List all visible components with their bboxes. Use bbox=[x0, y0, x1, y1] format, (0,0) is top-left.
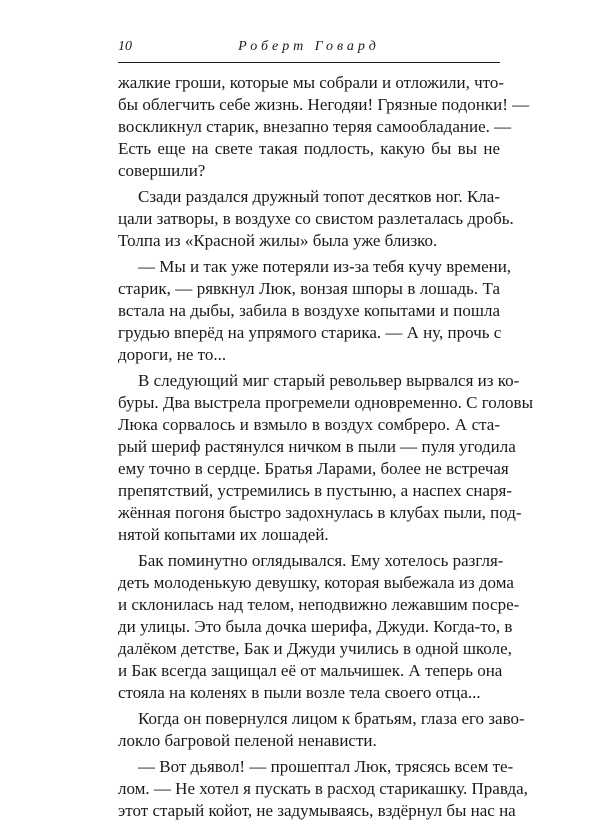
text-line: далёком детстве, Бак и Джуди учились в одной школе, bbox=[118, 639, 512, 658]
text-line: цали затворы, в воздухе со свистом разлеталась дробь. bbox=[118, 209, 514, 228]
text-line: В следующий миг старый револьвер вырвался из ко- bbox=[138, 371, 520, 390]
text-line: стояла на коленях в пыли возле тела своего отца... bbox=[118, 683, 481, 702]
text-line: рый шериф растянулся ничком в пыли — пуля угодила bbox=[118, 437, 516, 456]
text-line: ему точно в сердце. Братья Ларами, более не встречая bbox=[118, 459, 509, 478]
text-line: бы облегчить себе жизнь. Негодяи! Грязные подонки! — bbox=[118, 95, 530, 114]
paragraph bbox=[118, 72, 530, 182]
text-line: буры. Два выстрела прогремели одновременно. С головы bbox=[118, 393, 533, 412]
text-line: совершили? bbox=[118, 161, 206, 180]
paragraph bbox=[118, 256, 512, 366]
text-line: ди улицы. Это была дочка шерифа, Джуди. Когда-то, в bbox=[118, 617, 513, 636]
text-line: — Вот дьявол! — прошептал Люк, трясясь всем те- bbox=[138, 757, 514, 776]
running-header-author: Роберт Говард bbox=[238, 39, 380, 54]
text-line: дороги, не то... bbox=[118, 345, 227, 364]
text-line: воскликнул старик, внезапно теряя самообладание. — bbox=[118, 117, 512, 136]
text-line: Бак поминутно оглядывался. Ему хотелось разгля- bbox=[138, 551, 504, 570]
paragraph bbox=[118, 370, 533, 546]
text-line: Есть еще на свете такая подлость, какую бы вы не bbox=[118, 139, 500, 158]
text-line: и склонилась над телом, неподвижно лежавшим посре- bbox=[118, 595, 520, 614]
running-header bbox=[118, 38, 500, 68]
text-line: жённая погоня быстро задохнулась в клубах пыли, под- bbox=[118, 503, 522, 522]
paragraph bbox=[118, 756, 528, 822]
page-number: 10 bbox=[118, 39, 132, 54]
text-line: этот старый койот, не задумываясь, вздёрнул бы нас на bbox=[118, 801, 516, 820]
paragraph bbox=[118, 550, 520, 704]
text-line: и Бак всегда защищал её от мальчишек. А теперь она bbox=[118, 661, 503, 680]
text-line: — Мы и так уже потеряли из-за тебя кучу времени, bbox=[138, 257, 512, 276]
text-line: лом. — Не хотел я пускать в расход старикашку. Правда, bbox=[118, 779, 528, 798]
text-line: встала на дыбы, забила в воздухе копытами и пошла bbox=[118, 301, 500, 320]
body-text bbox=[118, 72, 533, 826]
paragraph bbox=[118, 708, 525, 752]
text-line: грудью вперёд на упрямого старика. — А ну, прочь с bbox=[118, 323, 502, 342]
text-line: Когда он повернулся лицом к братьям, глаза его заво- bbox=[138, 709, 525, 728]
text-line: Толпа из «Красной жилы» была уже близко. bbox=[118, 231, 438, 250]
paragraph bbox=[118, 186, 514, 252]
header-rule bbox=[118, 62, 500, 63]
text-line: деть молоденькую девушку, которая выбежала из дома bbox=[118, 573, 514, 592]
text-line: Сзади раздался дружный топот десятков ног. Кла- bbox=[138, 187, 500, 206]
text-line: Люка сорвалось и взмыло в воздух сомбреро. А ста- bbox=[118, 415, 500, 434]
text-line: жалкие гроши, которые мы собрали и отложили, что- bbox=[118, 73, 505, 92]
text-line: локло багровой пеленой ненависти. bbox=[118, 731, 377, 750]
text-line: старик, — рявкнул Люк, вонзая шпоры в лошадь. Та bbox=[118, 279, 500, 298]
text-line: препятствий, устремились в пустыню, а наспех снаря- bbox=[118, 481, 512, 500]
text-line: нятой копытами их лошадей. bbox=[118, 525, 329, 544]
